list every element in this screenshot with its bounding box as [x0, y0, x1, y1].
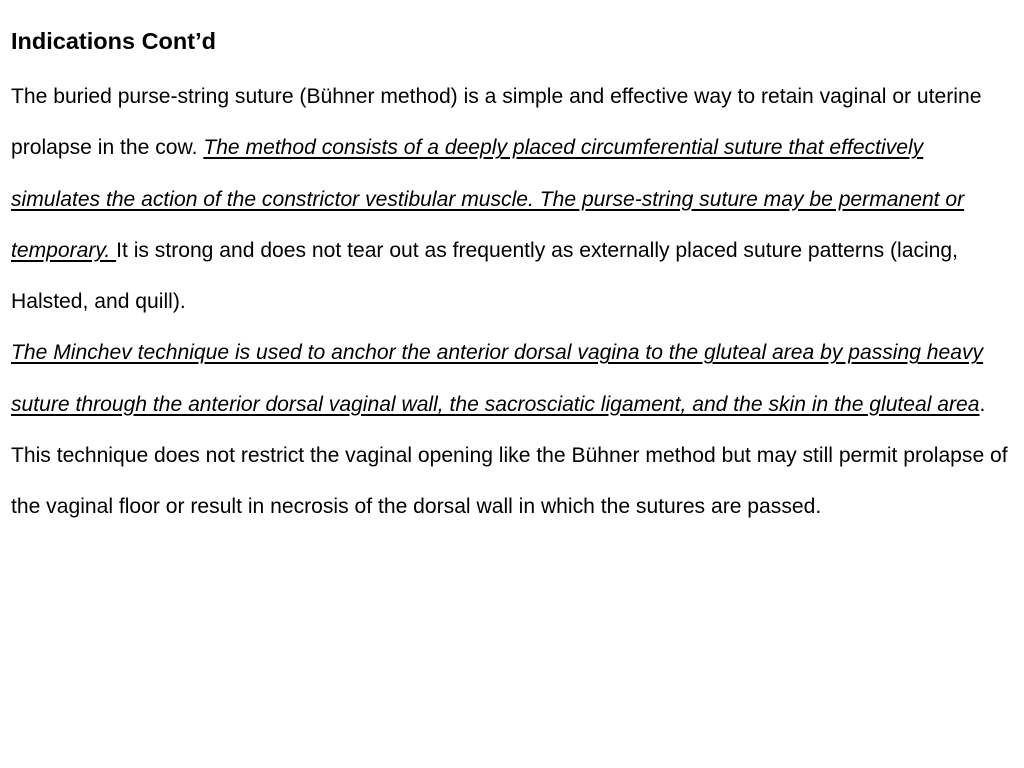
paragraph-2-emphasis: The Minchev technique is used to anchor the anterior dorsal vagina to the gluteal area by passing heavy suture through the anterior dorsal vaginal wall, the sacrosciatic ligament, and the skin in the gluteal area	[11, 341, 984, 416]
slide-body	[11, 71, 1015, 533]
paragraph-1-emphasis: The method consists of a deeply placed circumferential suture that effectively simulates the action of the constrictor vestibular muscle. The purse-string suture may be permanent or temporary.	[11, 136, 965, 262]
paragraph-1-text-b: It is strong and does not tear out as frequently as externally placed suture patterns (lacing, Halsted, and quill).	[11, 238, 958, 314]
paragraph-minchev-technique	[11, 327, 1015, 532]
slide-title: Indications Cont’d	[11, 28, 216, 54]
paragraph-1-text-a: The buried purse-string suture (Bühner method) is a simple and effective way to retain vaginal or uterine prolapse in the cow.	[11, 85, 982, 160]
paragraph-2-text-a: . This technique does not restrict the vaginal opening like the Bühner method but may still permit prolapse of the vaginal floor or result in necrosis of the dorsal wall in which the sutures are passed.	[11, 392, 1008, 519]
paragraph-buhner-method	[11, 71, 1015, 327]
